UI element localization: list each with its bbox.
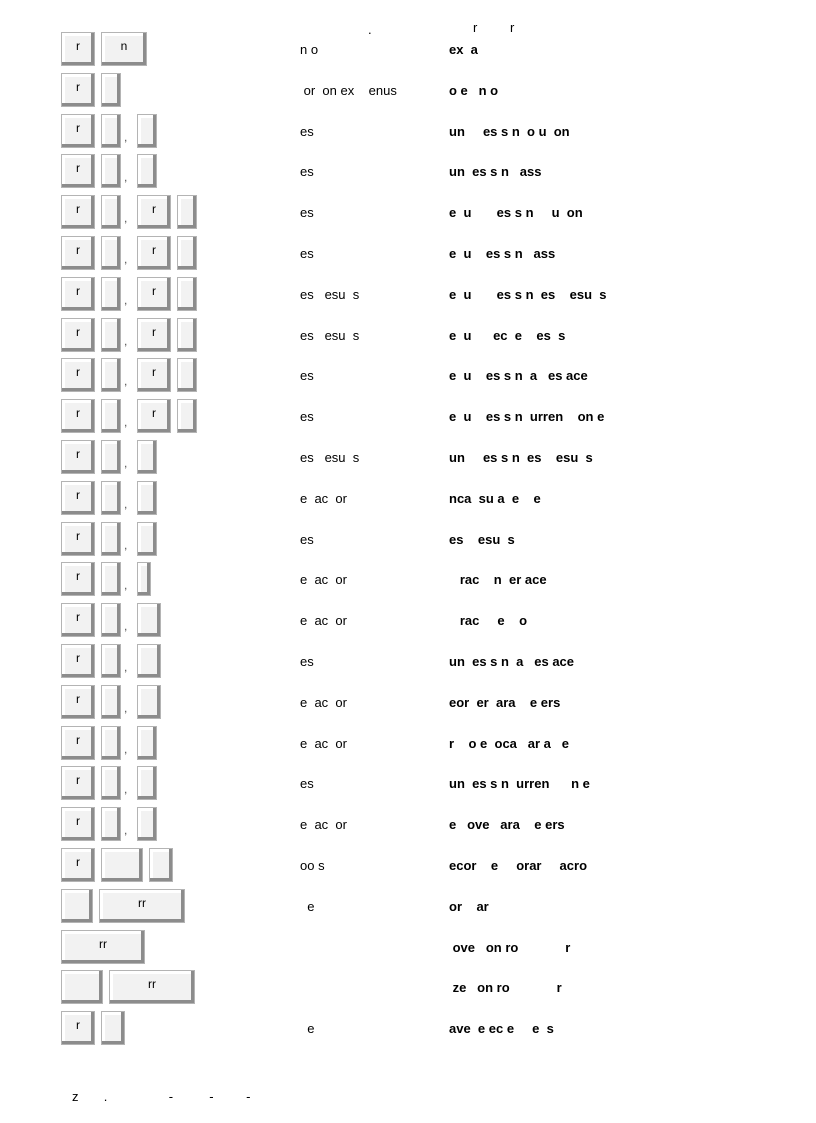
shortcut-description: e ove ara e ers xyxy=(449,817,565,833)
keycap xyxy=(61,807,95,841)
keycap xyxy=(61,685,95,719)
keycap xyxy=(101,236,121,270)
keycap xyxy=(61,603,95,637)
keycap xyxy=(137,562,151,596)
shortcut-description: ove on ro r xyxy=(449,939,571,955)
keycap xyxy=(101,399,121,433)
keycap xyxy=(137,766,157,800)
shortcut-context: oo s xyxy=(300,858,325,873)
shortcut-description: e u es s n es esu s xyxy=(449,286,607,302)
keycap xyxy=(61,1011,95,1045)
keycap-label: r xyxy=(76,773,80,788)
keycap-label: r xyxy=(76,243,80,257)
shortcut-context: e ac or xyxy=(300,490,347,506)
keycap-label: r xyxy=(76,365,80,380)
keycap xyxy=(61,970,103,1004)
keycap xyxy=(61,522,95,556)
key-separator: , xyxy=(124,456,128,470)
keycap xyxy=(137,807,157,841)
keycap-label: rr xyxy=(99,936,107,951)
header-letter: r xyxy=(510,20,515,35)
shortcut-context: es xyxy=(300,123,314,139)
shortcut-context: es xyxy=(300,164,314,180)
keycap xyxy=(61,440,95,474)
keycap xyxy=(101,848,143,882)
keycap xyxy=(177,195,197,229)
key-separator: , xyxy=(124,782,128,797)
keycap xyxy=(101,73,121,107)
keycap xyxy=(101,32,147,66)
shortcut-description: r o e oca ar a e xyxy=(449,735,569,751)
shortcut-context: e ac or xyxy=(300,817,347,833)
key-separator: , xyxy=(124,129,128,144)
shortcut-description: un es s n es esu s xyxy=(449,450,593,465)
keycap xyxy=(61,726,95,760)
keycap xyxy=(61,481,95,515)
keycap-label: r xyxy=(152,365,156,380)
keycap-label: r xyxy=(76,406,80,421)
keycap-label: r xyxy=(76,691,80,706)
keycap-label: r xyxy=(76,79,80,94)
keycap xyxy=(101,277,121,311)
keycap-label: r xyxy=(76,528,80,543)
keycap-label: r xyxy=(76,1018,80,1033)
keycap xyxy=(61,358,95,392)
keycap xyxy=(177,399,197,433)
keycap-label: r xyxy=(76,732,80,747)
keycap xyxy=(61,318,95,352)
shortcut-description: es esu s xyxy=(449,531,515,547)
keycap-label: r xyxy=(76,569,80,584)
shortcut-context: e ac or xyxy=(300,735,347,751)
keycap-label: r xyxy=(76,39,80,53)
shortcut-description: e u es s n urren on e xyxy=(449,409,605,425)
keycap xyxy=(137,358,171,392)
keycap xyxy=(101,807,121,841)
keycap-label: r xyxy=(76,120,80,135)
keycap xyxy=(101,481,121,515)
key-separator: , xyxy=(124,823,128,838)
shortcut-description: un es s n urren n e xyxy=(449,776,590,792)
key-separator: , xyxy=(124,374,128,389)
keycap xyxy=(137,685,161,719)
keycap xyxy=(61,236,95,270)
key-separator: , xyxy=(124,741,128,756)
shortcut-context: es xyxy=(300,246,314,261)
shortcut-description: o e n o xyxy=(449,82,499,98)
shortcut-context: es xyxy=(300,531,314,547)
keycap xyxy=(61,930,145,964)
keycap-label: r xyxy=(152,283,156,298)
key-separator: , xyxy=(124,252,128,266)
keycap xyxy=(61,277,95,311)
keycap xyxy=(101,644,121,678)
keycap-label: r xyxy=(76,202,80,217)
keycap xyxy=(101,1011,125,1045)
keycap xyxy=(101,318,121,352)
keycap xyxy=(61,766,95,800)
shortcut-description: eor er ara e ers xyxy=(449,694,561,710)
keycap xyxy=(101,603,121,637)
keycap xyxy=(61,154,95,188)
keycap-label: r xyxy=(76,487,80,502)
key-separator: , xyxy=(124,537,128,552)
keycap-label: rr xyxy=(138,895,146,910)
keycap-label: r xyxy=(76,651,80,665)
keycap xyxy=(101,154,121,188)
shortcut-context: es esu s xyxy=(300,327,360,343)
keycap xyxy=(61,195,95,229)
keycap xyxy=(137,726,157,760)
keycap xyxy=(137,603,161,637)
keycap-label: r xyxy=(76,161,80,176)
keycap xyxy=(137,644,161,678)
shortcut-context: es xyxy=(300,654,314,669)
shortcut-context: e xyxy=(300,898,315,914)
keycap xyxy=(101,685,121,719)
keycap-label: r xyxy=(76,324,80,339)
keycap xyxy=(61,114,95,148)
keycap xyxy=(137,399,171,433)
keycap xyxy=(137,440,157,474)
keycap xyxy=(137,522,157,556)
keycap xyxy=(177,358,197,392)
shortcut-description: e u es s n ass xyxy=(449,246,556,261)
header-dot: . xyxy=(368,22,372,37)
shortcut-description: un es s n ass xyxy=(449,164,542,180)
shortcut-description: rac e o xyxy=(449,613,528,629)
keycap xyxy=(101,440,121,474)
keycap-label: r xyxy=(76,283,80,298)
key-separator: , xyxy=(124,619,128,634)
shortcut-context: es xyxy=(300,368,314,384)
keycap xyxy=(101,358,121,392)
keycap xyxy=(101,766,121,800)
key-separator: , xyxy=(124,700,128,715)
keycap xyxy=(99,889,185,923)
shortcut-context: n o xyxy=(300,42,319,57)
keycap xyxy=(101,562,121,596)
keycap xyxy=(101,522,121,556)
shortcut-description: un es s n a es ace xyxy=(449,654,575,669)
keycap-label: r xyxy=(76,814,80,829)
key-separator: , xyxy=(124,333,128,348)
keycap xyxy=(61,73,95,107)
shortcut-context: e xyxy=(300,1021,315,1037)
keycap xyxy=(149,848,173,882)
shortcut-context: e ac or xyxy=(300,613,347,629)
keycap xyxy=(137,114,157,148)
key-separator: , xyxy=(124,170,128,185)
shortcut-description: e u es s n u on xyxy=(449,205,583,221)
keycap xyxy=(101,726,121,760)
keycap xyxy=(61,889,93,923)
keycap-label: r xyxy=(152,406,156,421)
keycap xyxy=(137,318,171,352)
keycap xyxy=(137,195,171,229)
shortcut-description: ze on ro r xyxy=(449,980,562,996)
keycap-label: r xyxy=(152,324,156,339)
shortcut-context: es xyxy=(300,409,314,425)
keycap-label: r xyxy=(152,243,156,257)
key-separator: , xyxy=(124,415,128,430)
shortcut-description: nca su a e e xyxy=(449,490,541,506)
shortcut-description: ex a xyxy=(449,42,478,57)
keycap xyxy=(177,277,197,311)
keycap-label: n xyxy=(120,39,128,53)
keycap xyxy=(177,236,197,270)
shortcut-description: rac n er ace xyxy=(449,572,547,588)
keycap xyxy=(61,848,95,882)
key-separator: , xyxy=(124,211,128,226)
shortcut-description: un es s n o u on xyxy=(449,123,570,139)
keycap xyxy=(177,318,197,352)
keycap xyxy=(137,154,157,188)
shortcut-description: or ar xyxy=(449,898,489,914)
shortcut-description: e u ec e es s xyxy=(449,327,566,343)
keycap xyxy=(101,195,121,229)
shortcut-description: ecor e orar acro xyxy=(449,858,588,873)
shortcut-description: e u es s n a es ace xyxy=(449,368,588,384)
shortcut-context: e ac or xyxy=(300,694,347,710)
keycap xyxy=(61,399,95,433)
keycap-label: r xyxy=(76,855,80,869)
key-separator: , xyxy=(124,292,128,307)
keycap-label: r xyxy=(76,447,80,461)
header-letter: r xyxy=(473,20,478,35)
key-separator: , xyxy=(124,578,128,593)
keycap xyxy=(137,481,157,515)
keycap xyxy=(61,644,95,678)
shortcut-description: ave e ec e e s xyxy=(449,1021,554,1037)
keycap xyxy=(61,562,95,596)
keycap-label: rr xyxy=(148,977,156,992)
keycap xyxy=(137,277,171,311)
shortcut-context: es xyxy=(300,205,314,221)
keycap xyxy=(61,32,95,66)
shortcut-context: e ac or xyxy=(300,572,347,588)
keycap-label: r xyxy=(76,610,80,625)
key-separator: , xyxy=(124,660,128,674)
shortcut-context: es esu s xyxy=(300,450,360,465)
keycap xyxy=(109,970,195,1004)
key-separator: , xyxy=(124,496,128,511)
keycap xyxy=(137,236,171,270)
keycap xyxy=(101,114,121,148)
shortcut-context: es xyxy=(300,776,314,792)
shortcut-context: or on ex enus xyxy=(300,82,397,98)
shortcut-context: es esu s xyxy=(300,286,360,302)
keycap-label: r xyxy=(152,202,156,217)
page-footer: z . - - - xyxy=(72,1089,251,1104)
